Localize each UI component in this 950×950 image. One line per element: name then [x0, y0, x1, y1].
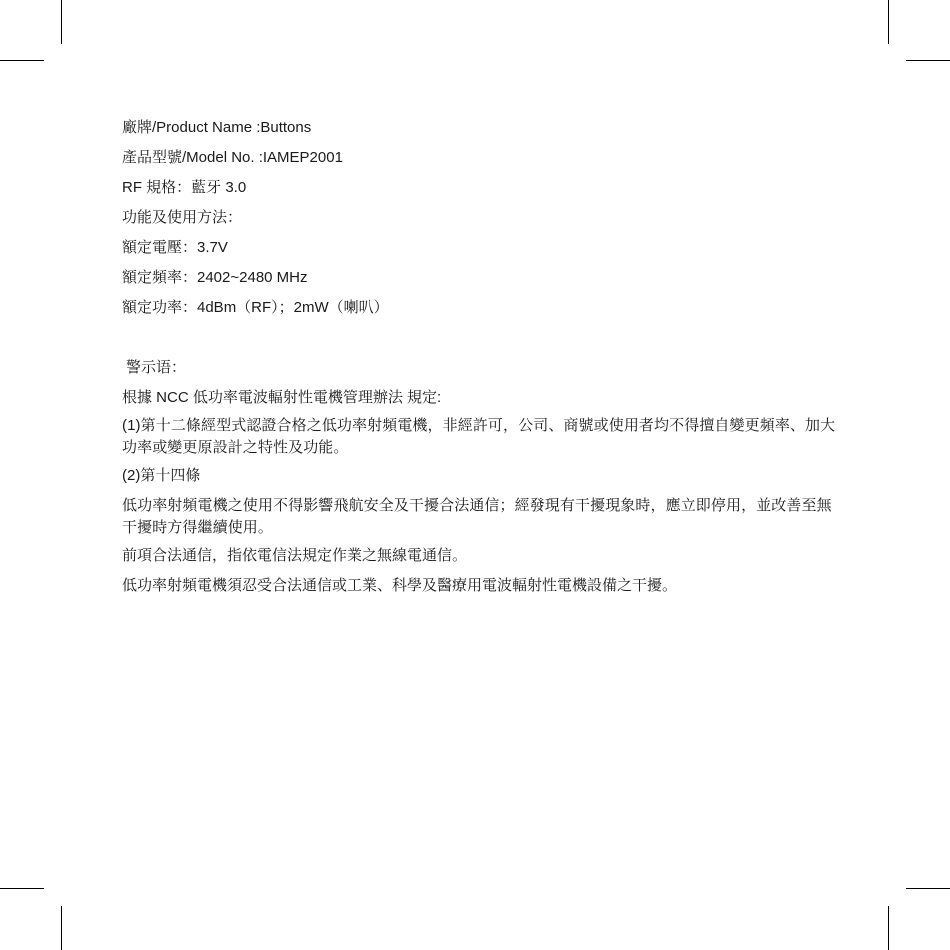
usage-line: 功能及使用方法： [122, 209, 243, 226]
crop-mark-top-right-vertical [888, 0, 889, 44]
crop-mark-bottom-left-horizontal [0, 888, 44, 889]
clause-2-title: (2)第十四條 [122, 467, 201, 484]
brand-line: 廠牌/Product Name :Buttons [122, 119, 312, 136]
frequency-line: 額定頻率：2402~2480 MHz [122, 269, 308, 286]
crop-mark-top-left-vertical [61, 0, 62, 44]
power-line: 額定功率：4dBm（RF）；2mW（喇叭） [122, 299, 389, 316]
warning-intro: 根據 NCC 低功率電波輻射性電機管理辦法 規定: [122, 389, 442, 406]
clause-2-paragraph-2: 前項合法通信，指依電信法規定作業之無線電通信。 [122, 547, 468, 564]
crop-mark-top-right-horizontal [906, 60, 950, 61]
clause-1: (1)第十二條經型式認證合格之低功率射頻電機，非經許可，公司、商號或使用者均不得擅自變更頻率、加大功率或變更原設計之特性及功能。 [122, 417, 836, 456]
crop-mark-bottom-left-vertical [61, 906, 62, 950]
clause-2-paragraph-3: 低功率射頻電機須忍受合法通信或工業、科學及醫療用電波輻射性電機設備之干擾。 [122, 577, 678, 594]
crop-mark-bottom-right-horizontal [906, 888, 950, 889]
crop-mark-top-left-horizontal [0, 60, 44, 61]
voltage-line: 額定電壓：3.7V [122, 239, 228, 256]
rf-spec-line: RF 規格：藍牙 3.0 [122, 179, 247, 196]
crop-mark-bottom-right-vertical [888, 906, 889, 950]
warning-heading: 警示语： [126, 359, 187, 376]
model-line: 產品型號/Model No. :IAMEP2001 [122, 149, 343, 166]
clause-2-paragraph-1: 低功率射頻電機之使用不得影響飛航安全及干擾合法通信；經發現有干擾現象時，應立即停用，並改善至無干擾時方得繼續使用。 [122, 497, 832, 536]
